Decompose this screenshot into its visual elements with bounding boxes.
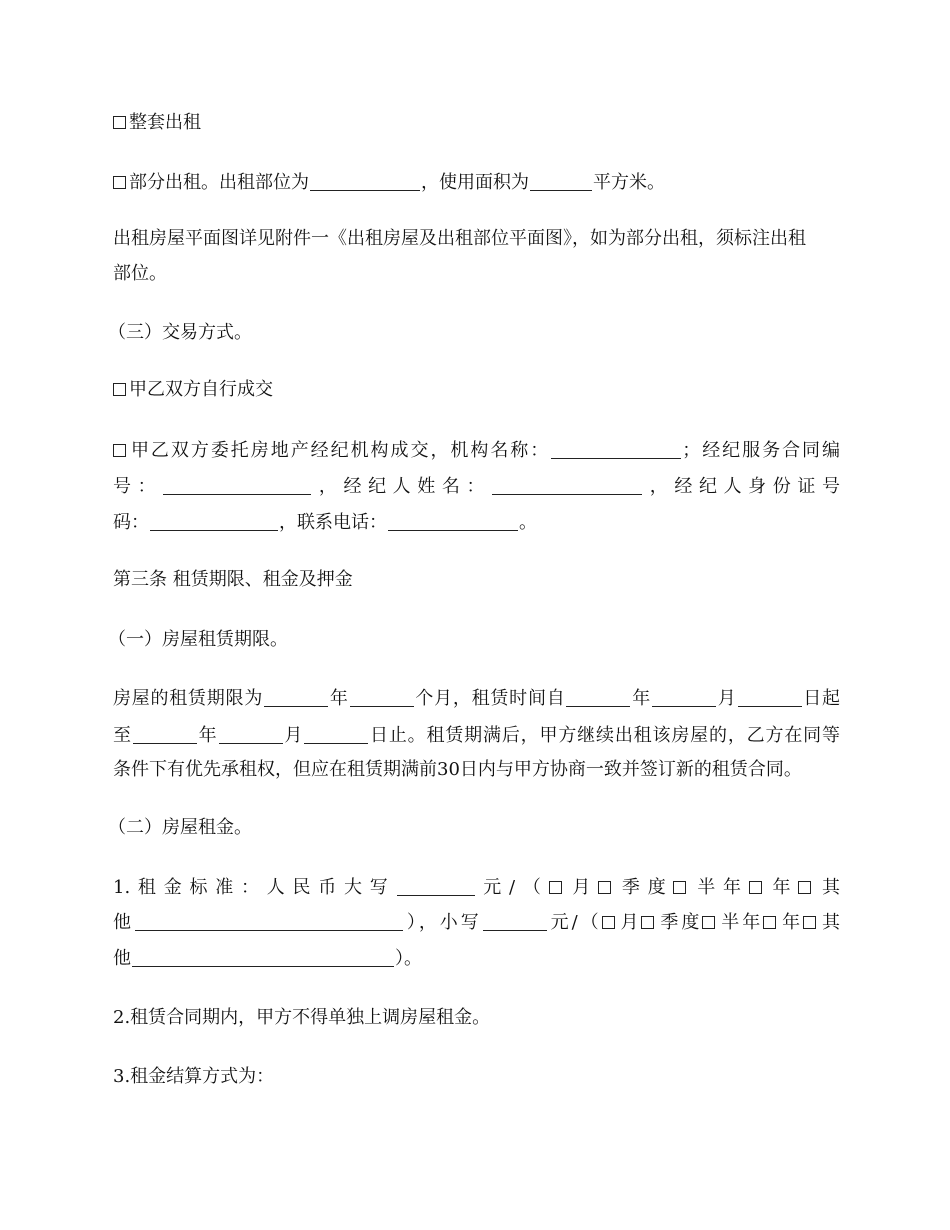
blank-rent-uppercase[interactable] [397, 877, 475, 896]
blank-end-year[interactable] [133, 725, 197, 744]
agency-line-2: 号： ，经纪人姓名： ，经纪人身份证号 [113, 476, 841, 497]
rent-line-2: 他 ），小写 元/（ 月 季度 半年 年 其 [113, 912, 841, 933]
term-line-2: 至 年 月 日止。租赁期满后，甲方继续出租该房屋的，乙方在同等 [113, 725, 841, 746]
option-partial-rent: 部分出租。出租部位为 ，使用面积为 平方米。 [113, 172, 665, 193]
checkbox[interactable] [702, 916, 715, 929]
checkbox[interactable] [673, 881, 686, 894]
blank-rent-other-2[interactable] [132, 948, 394, 967]
option-whole-rent: 整套出租 [113, 113, 201, 133]
floorplan-line-1: 出租房屋平面图详见附件一《出租房屋及出租部位平面图》，如为部分出租，须标注出租 [113, 228, 806, 249]
option-self-deal: 甲乙双方自行成交 [113, 380, 273, 400]
term-line-3: 条件下有优先承租权，但应在租赁期满前30日内与甲方协商一致并签订新的租赁合同。 [113, 759, 802, 780]
sub-1-heading: （一）房屋租赁期限。 [108, 629, 288, 650]
checkbox[interactable] [749, 881, 762, 894]
blank-start-month[interactable] [652, 688, 716, 707]
blank-term-years[interactable] [264, 688, 328, 707]
rent-no-raise: 2.租赁合同期内，甲方不得单独上调房屋租金。 [113, 1007, 491, 1028]
blank-phone[interactable] [388, 512, 518, 531]
rent-line-3: 他 ）。 [113, 948, 422, 969]
blank-end-day[interactable] [304, 725, 368, 744]
blank-id-no[interactable] [150, 512, 278, 531]
sub-2-heading: （二）房屋租金。 [108, 817, 252, 838]
blank-rent-lowercase[interactable] [483, 912, 547, 931]
checkbox[interactable] [803, 916, 816, 929]
blank-start-day[interactable] [738, 688, 802, 707]
blank-agent-name[interactable] [492, 476, 642, 495]
term-line-1: 房屋的租赁期限为 年 个月，租赁时间自 年 月 日起 [113, 688, 841, 709]
blank-end-month[interactable] [219, 725, 283, 744]
checkbox[interactable] [113, 383, 126, 396]
rent-line-1: 1.租金标准：人民币大写 元/（ 月 季度 半年 年 其 [113, 877, 841, 898]
blank-area[interactable] [530, 172, 592, 191]
rent-settlement: 3.租金结算方式为： [113, 1066, 275, 1087]
checkbox[interactable] [602, 916, 615, 929]
checkbox[interactable] [641, 916, 654, 929]
checkbox[interactable] [763, 916, 776, 929]
agency-line-1: 甲乙双方委托房地产经纪机构成交，机构名称： ；经纪服务合同编 [113, 440, 840, 461]
article-3-title: 第三条 租赁期限、租金及押金 [113, 569, 353, 590]
blank-term-months[interactable] [350, 688, 414, 707]
checkbox[interactable] [798, 881, 811, 894]
blank-rent-part[interactable] [310, 172, 420, 191]
checkbox[interactable] [598, 881, 611, 894]
section-3-heading: （三）交易方式。 [108, 322, 252, 343]
blank-rent-other-1[interactable] [135, 912, 403, 931]
blank-contract-no[interactable] [163, 476, 311, 495]
checkbox[interactable] [113, 444, 126, 457]
blank-start-year[interactable] [566, 688, 630, 707]
blank-agency-name[interactable] [551, 440, 681, 459]
agency-line-3: 码： ，联系电话： 。 [113, 512, 537, 533]
checkbox[interactable] [549, 881, 562, 894]
checkbox[interactable] [113, 116, 126, 129]
floorplan-line-2: 部位。 [113, 263, 167, 284]
checkbox[interactable] [113, 176, 126, 189]
